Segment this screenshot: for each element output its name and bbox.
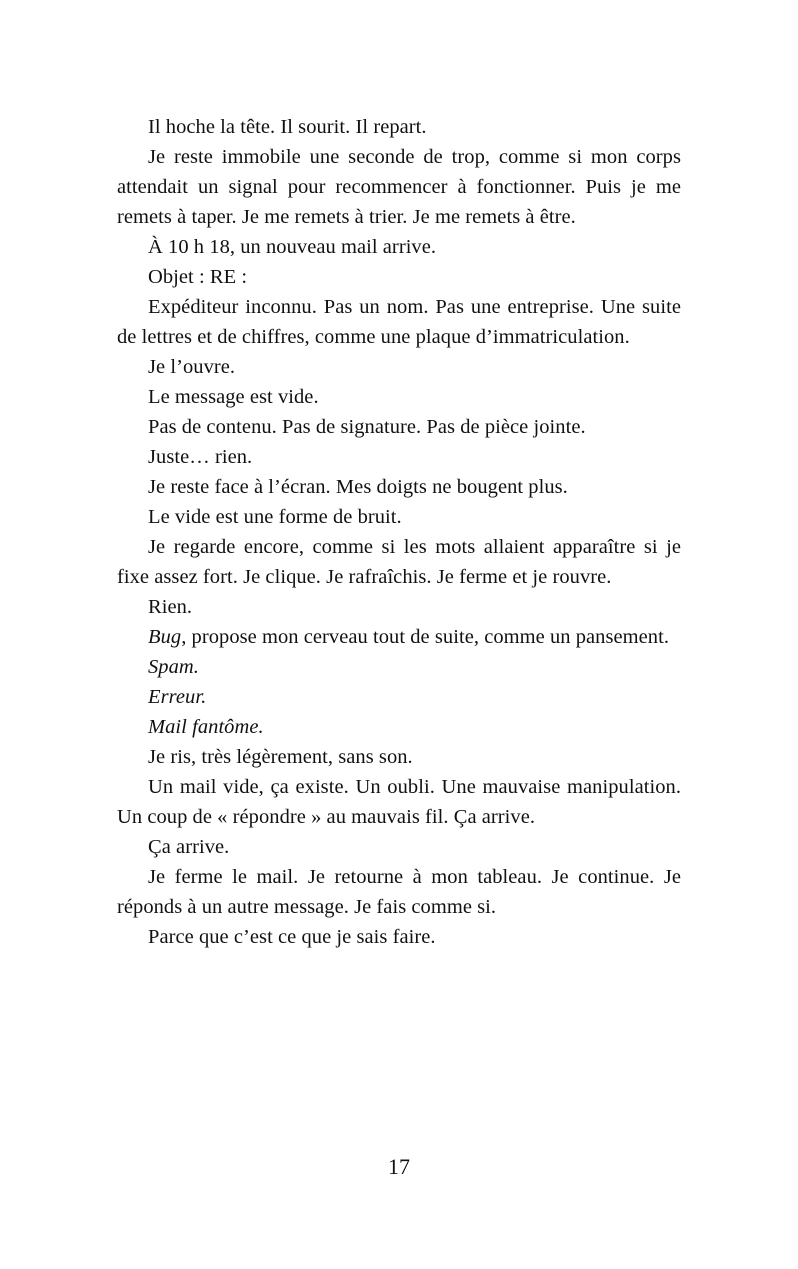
paragraph: Juste… rien.: [148, 446, 253, 468]
paragraph: [117, 622, 681, 652]
paragraph: Ça arrive.: [148, 836, 230, 858]
paragraph: Je regarde encore, comme si les mots allaient apparaître si je fixe assez fort. Je clique. Je rafraîchis. Je ferme et je rouvre.: [117, 536, 681, 588]
paragraph: Expéditeur inconnu. Pas un nom. Pas une entreprise. Une suite de lettres et de chiffres, comme une plaque d’immatriculation.: [117, 296, 681, 348]
paragraph: Erreur.: [148, 686, 207, 708]
paragraph-text: , propose mon cerveau tout de suite, comme un pansement.: [181, 626, 670, 648]
paragraph: Un mail vide, ça existe. Un oubli. Une mauvaise manipulation. Un coup de « répondre » au mauvais fil. Ça arrive.: [117, 776, 681, 828]
paragraph: Spam.: [148, 656, 199, 678]
paragraph: Parce que c’est ce que je sais faire.: [148, 926, 436, 948]
body-text: [117, 112, 681, 952]
paragraph: Pas de contenu. Pas de signature. Pas de pièce jointe.: [148, 416, 586, 438]
paragraph: Je reste immobile une seconde de trop, comme si mon corps attendait un signal pour recommencer à fonctionner. Puis je me remets à taper. Je me remets à trier. Je me remets à être.: [117, 146, 681, 228]
paragraph: Je ris, très légèrement, sans son.: [148, 746, 413, 768]
paragraph: Objet : RE :: [148, 266, 248, 288]
page-number: 17: [388, 1154, 410, 1179]
italic-word: Bug: [148, 626, 182, 648]
paragraph: Le message est vide.: [148, 386, 319, 408]
paragraph: Je ferme le mail. Je retourne à mon tableau. Je continue. Je réponds à un autre message. Je fais comme si.: [117, 866, 681, 918]
paragraph: Il hoche la tête. Il sourit. Il repart.: [148, 116, 427, 138]
paragraph: Je reste face à l’écran. Mes doigts ne bougent plus.: [148, 476, 568, 498]
paragraph: Le vide est une forme de bruit.: [148, 506, 402, 528]
paragraph: À 10 h 18, un nouveau mail arrive.: [148, 236, 437, 258]
paragraph: Mail fantôme.: [148, 716, 264, 738]
paragraph: Je l’ouvre.: [148, 356, 236, 378]
paragraph: Rien.: [148, 596, 193, 618]
